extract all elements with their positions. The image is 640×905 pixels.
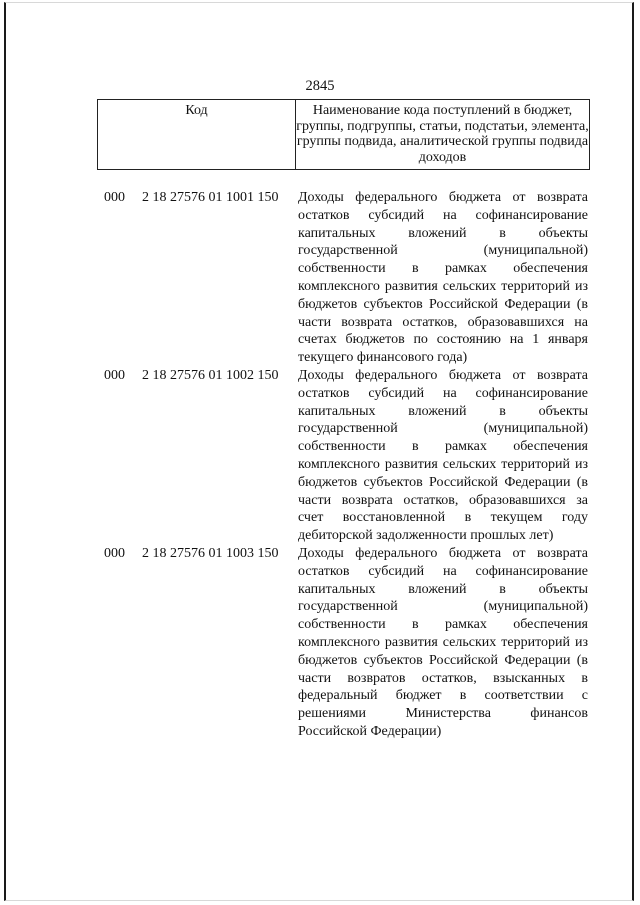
entry-revenue-code: 2 18 27576 01 1003 150 (142, 545, 279, 561)
page-number: 2845 (305, 78, 335, 94)
entries-list (0, 189, 640, 741)
header-table (97, 99, 590, 170)
list-item (0, 367, 640, 545)
entry-description: Доходы федерального бюджета от возврата остатков субсидий на софинансирование капитальных вложений в объекты государственной (муниципальной) собственности в рамках обеспечения комплексного развития сельских территорий из бюджетов субъектов Российской Федерации (в части возврата остатков, образовавшихся за счет восстановленной в текущем году дебиторской задолженности прошлых лет) (298, 367, 588, 544)
name-column-header: Наименование кода поступлений в бюджет, группы, подгруппы, статьи, подстатьи, элемента, группы подвида, аналитической группы подвида доходов (296, 100, 590, 170)
entry-description: Доходы федерального бюджета от возврата остатков субсидий на софинансирование капитальных вложений в объекты государственной (муниципальной) собственности в рамках обеспечения комплексного развития сельских территорий из бюджетов субъектов Российской Федерации (в части возврата остатков, образовавшихся на счетах бюджетов по состоянию на 1 января текущего финансового года) (298, 190, 588, 366)
entry-description: Доходы федерального бюджета от возврата остатков субсидий на софинансирование капитальных вложений в объекты государственной (муниципальной) собственности в рамках обеспечения комплексного развития сельских территорий из бюджетов субъектов Российской Федерации (в части возвратов остатков, взысканных в федеральный бюджет в соответствии с решениями Министерства финансов Российской Федерации) (298, 545, 588, 739)
list-item (0, 189, 640, 367)
entry-admin-code: 000 (104, 190, 125, 205)
entry-revenue-code: 2 18 27576 01 1001 150 (142, 190, 279, 205)
code-column-header: Код (98, 100, 296, 170)
entry-admin-code: 000 (104, 367, 125, 383)
entry-admin-code: 000 (104, 545, 125, 561)
list-item (0, 545, 640, 741)
entry-revenue-code: 2 18 27576 01 1002 150 (142, 367, 279, 383)
header-row (98, 100, 590, 170)
